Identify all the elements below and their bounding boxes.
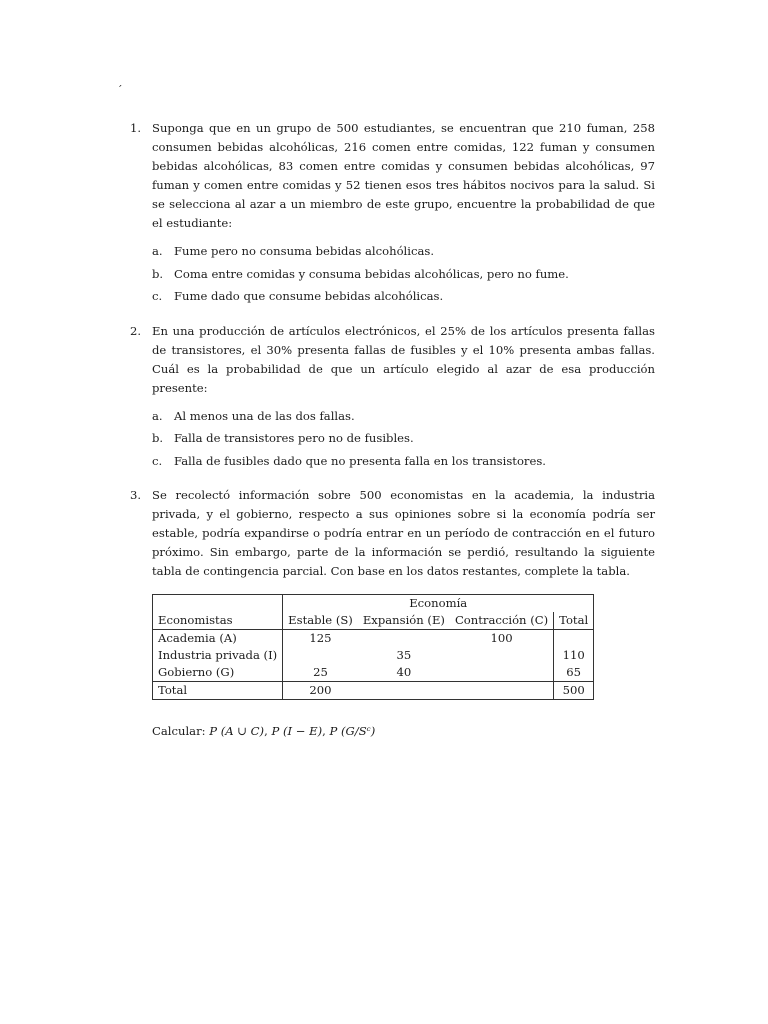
subquestion: [152, 450, 655, 473]
table-cell: 40: [396, 665, 412, 679]
table-cell: 110: [554, 647, 594, 664]
stray-mark: ´: [117, 84, 123, 97]
problem-list: [130, 119, 655, 755]
subquestion-label: a.: [152, 408, 163, 423]
subquestion-text: Falla de fusibles dado que no presenta falla en los transistores.: [174, 453, 546, 468]
table-cell: 100: [450, 630, 554, 648]
subquestion-text: Coma entre comidas y consuma bebidas alcohólicas, pero no fume.: [174, 266, 569, 281]
table-column-header: Expansión (E): [362, 613, 445, 627]
subquestion-text: Al menos una de las dos fallas.: [174, 408, 355, 423]
table-row: [153, 630, 594, 648]
subquestion: [152, 405, 655, 428]
subquestion: [152, 263, 655, 286]
contingency-table: [152, 594, 594, 700]
subquestion-label: c.: [152, 289, 163, 303]
table-corner-cell: [153, 595, 283, 613]
table-cell: [450, 682, 554, 700]
problem-number: 1.: [130, 121, 142, 135]
table-cell: 500: [554, 682, 594, 700]
table-cell: 200: [283, 682, 358, 700]
table-column-header: Contracción (C): [454, 613, 549, 627]
table-row-label: Gobierno (G): [153, 664, 283, 682]
table-cell: [450, 664, 554, 682]
problem-3: [130, 486, 655, 741]
table-group-header: Economía: [283, 595, 594, 613]
subquestion-label: a.: [152, 244, 163, 258]
table-cell: [358, 682, 450, 700]
problem-2: [130, 322, 655, 473]
subquestion: [152, 427, 655, 450]
problem-number: 2.: [130, 323, 142, 338]
table-cell: [554, 630, 594, 648]
subquestion-text: Fume dado que consume bebidas alcohólicas.: [174, 289, 444, 303]
subquestion-label: c.: [152, 453, 163, 468]
problem-statement: Se recolectó información sobre 500 economistas en la academia, la industria privada, y el gobierno, respecto a sus opiniones sobre si la economía podría ser estable, podría expandirse o podría entrar en un período de contracción en el futuro próximo. Sin embargo, parte de la información se perdió, resultando la siguiente tabla de contingencia parcial. Con base en los datos restantes, complete la tabla.: [152, 488, 655, 578]
calculation-line: Calcular: P (A ∪ C), P (I − E), P (G/Sᶜ): [152, 724, 376, 738]
table-row-label: Total: [153, 682, 283, 700]
table-cell: 25: [283, 664, 358, 682]
table-cell: 35: [396, 648, 412, 662]
subquestion-list: [152, 240, 655, 308]
table-row: [153, 647, 594, 664]
problem-statement: En una producción de artículos electrónicos, el 25% de los artículos presenta fallas de transistores, el 30% presenta fallas de fusibles y el 10% presenta ambas fallas. Cuál es la probabilidad de que un artículo elegido al azar de esa producción presente:: [152, 323, 655, 395]
table-cell: 125: [283, 630, 358, 648]
subquestion-label: b.: [152, 266, 164, 281]
probability-expression: P (G/Sᶜ): [329, 724, 376, 738]
subquestion: [152, 240, 655, 263]
problem-1: [130, 119, 655, 308]
subquestion-list: [152, 405, 655, 473]
calculation-label: Calcular:: [152, 724, 206, 738]
table-total-row: [153, 682, 594, 700]
table-header-row: [153, 612, 594, 630]
problem-number: 3.: [130, 488, 142, 502]
table-row-label: Academia (A): [153, 630, 283, 648]
table-row-label: Industria privada (I): [153, 647, 283, 664]
problem-statement: Suponga que en un grupo de 500 estudiantes, se encuentran que 210 fuman, 258 consumen bebidas alcohólicas, 216 comen entre comidas, 122 fuman y consumen bebidas alcohólicas, 83 comen entre comidas y consumen bebidas alcohólicas, 97 fuman y comen entre comidas y 52 tienen esos tres hábitos nocivos para la salud. Si se selecciona al azar a un miembro de este grupo, encuentre la probabilidad de que el estudiante:: [152, 121, 655, 230]
table-cell: [283, 647, 358, 664]
table-row: [153, 664, 594, 682]
subquestion-text: Fume pero no consuma bebidas alcohólicas.: [174, 244, 434, 258]
table-column-header: Total: [554, 612, 594, 630]
subquestion-text: Falla de transistores pero no de fusibles.: [174, 431, 414, 445]
table-cell: [358, 630, 450, 648]
table-cell: [450, 647, 554, 664]
probability-expression: P (A ∪ C): [209, 724, 265, 738]
table-row-header: Economistas: [153, 612, 283, 630]
table-column-header: Estable (S): [283, 612, 358, 630]
table-cell: 65: [554, 664, 594, 682]
probability-expression: P (I − E): [271, 724, 323, 738]
subquestion-label: b.: [152, 431, 164, 445]
subquestion: [152, 285, 655, 308]
